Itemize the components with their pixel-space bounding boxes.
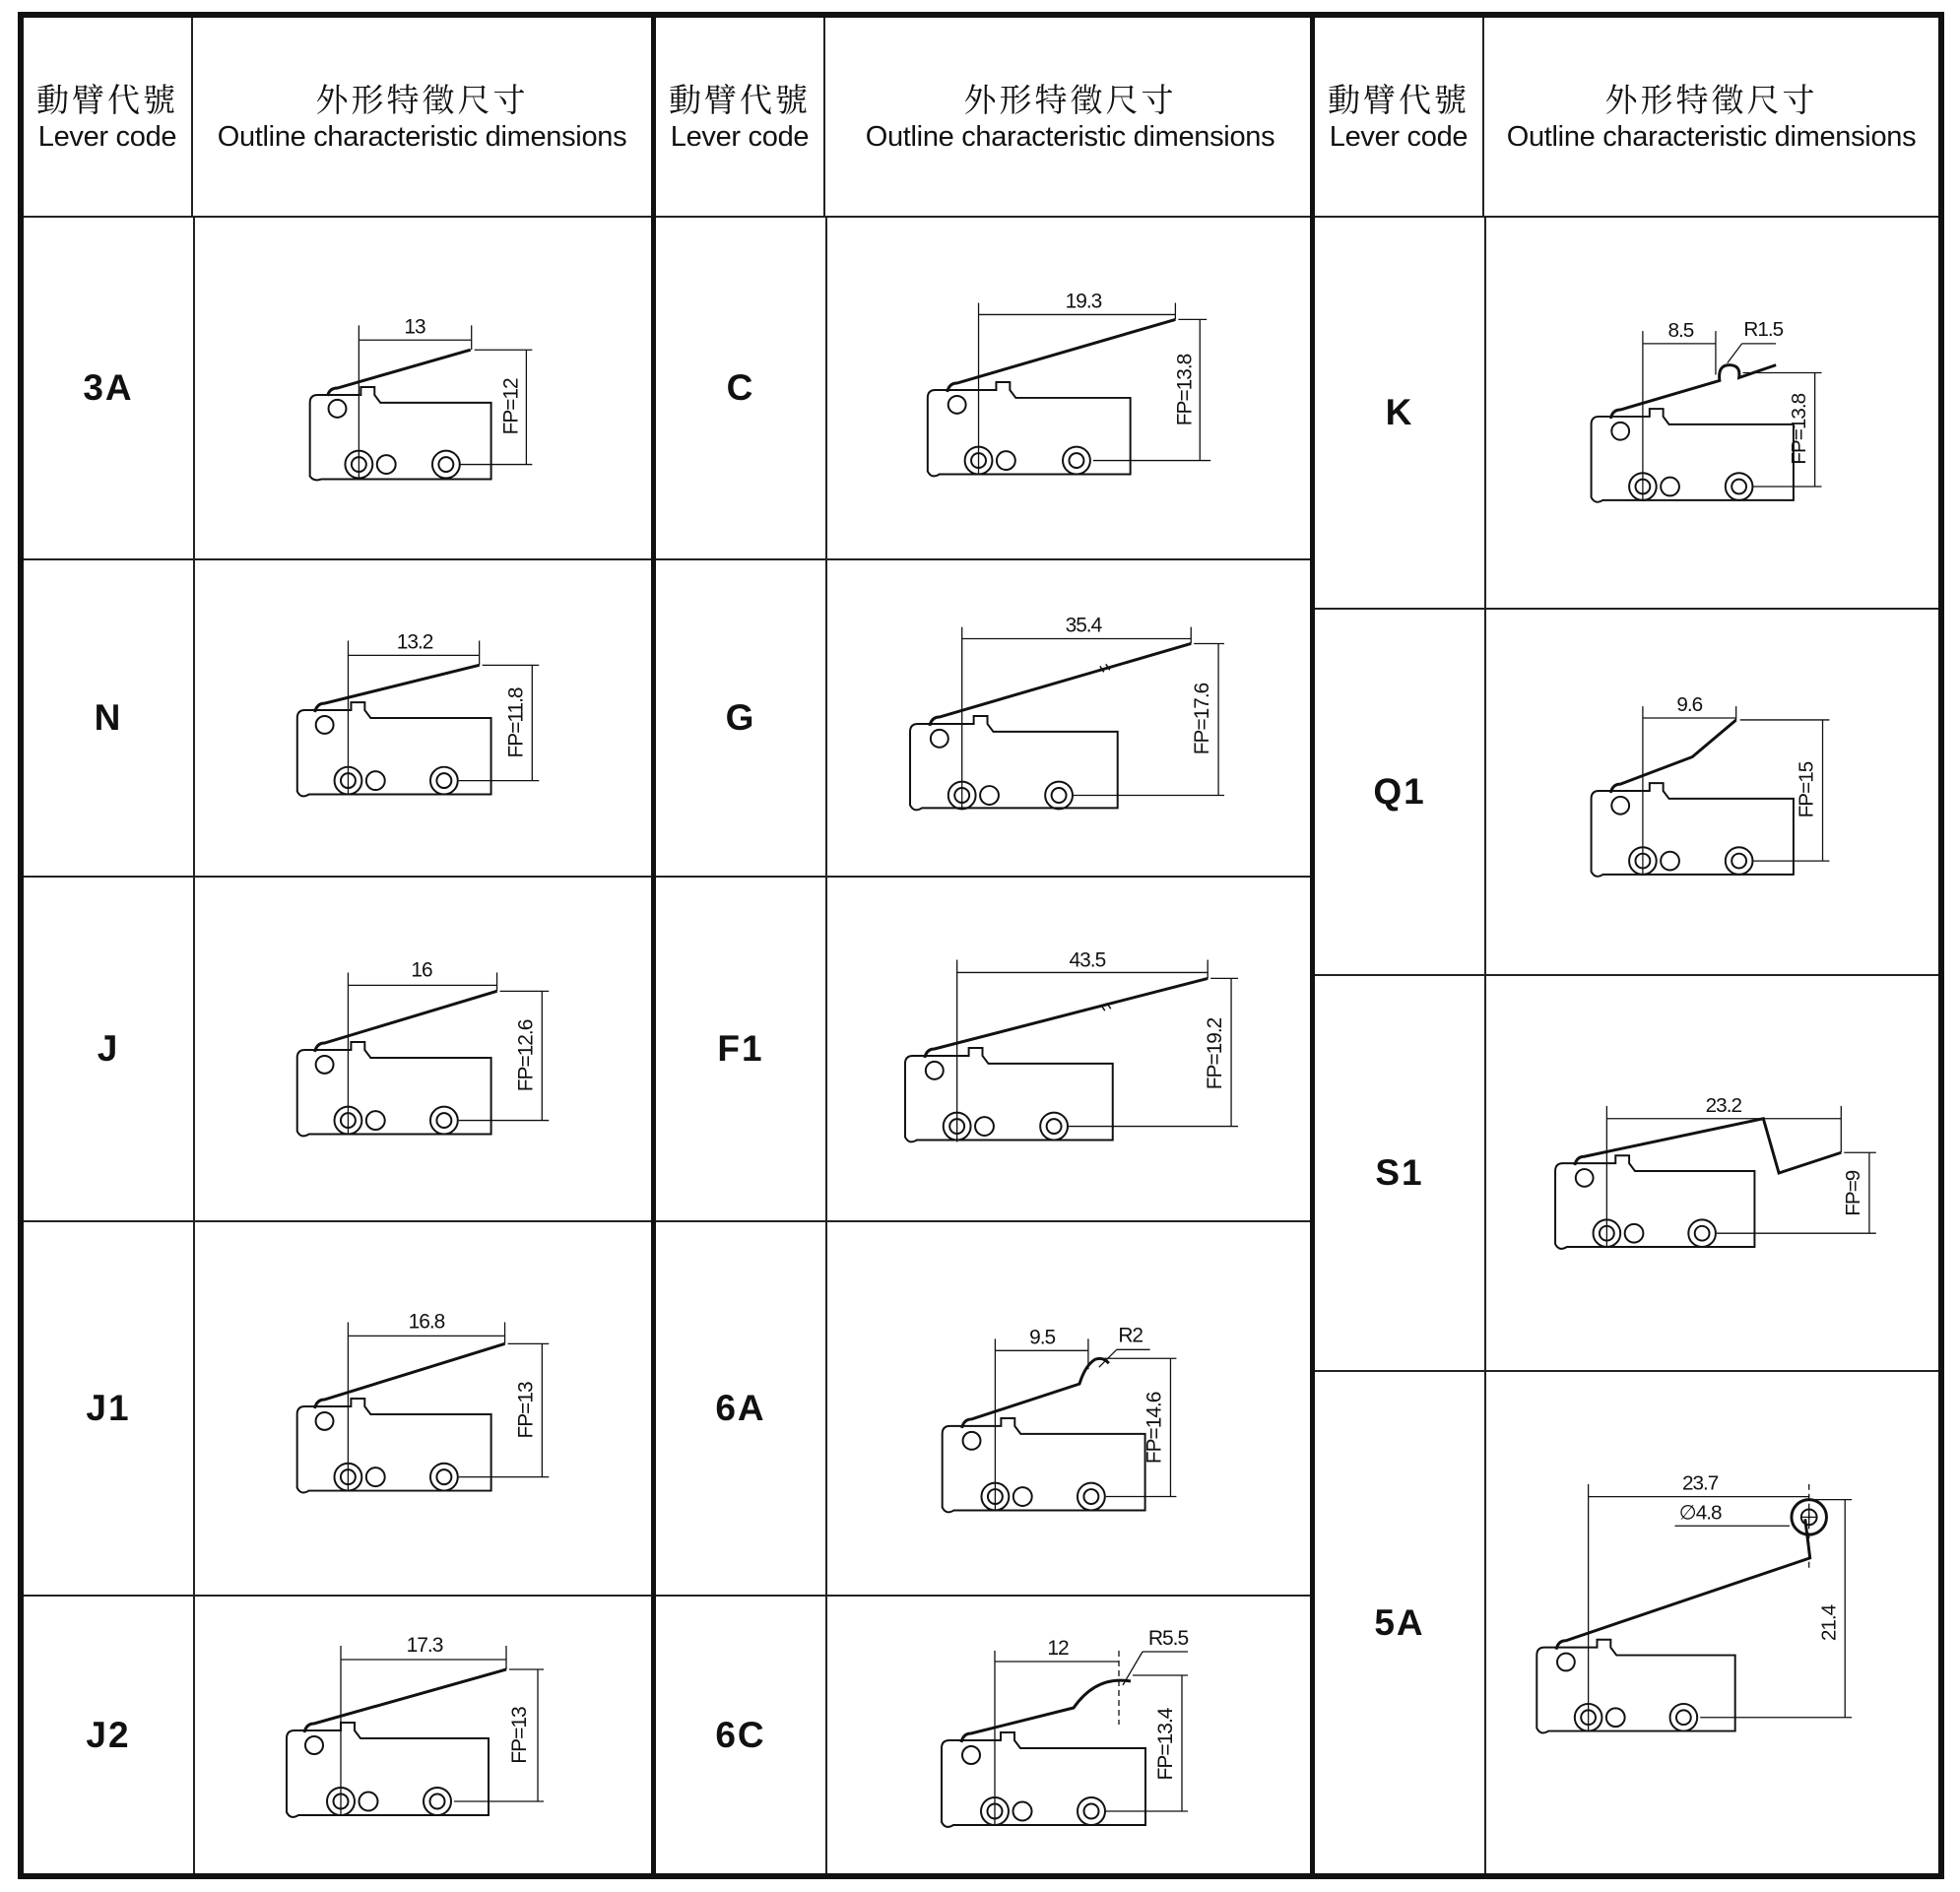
switch-body	[1592, 783, 1794, 877]
switch-body	[297, 1399, 491, 1492]
diameter-label: ∅4.8	[1678, 1501, 1722, 1525]
lever-arm	[315, 1343, 505, 1408]
fp-label: FP=19.2	[1204, 1017, 1227, 1090]
lever-length-label: 13	[404, 315, 425, 339]
lever-row-3A	[24, 218, 651, 560]
switch-body	[287, 1723, 489, 1817]
lever-row-K	[1315, 218, 1938, 610]
switch-body	[928, 382, 1131, 476]
lever-row-G	[656, 560, 1315, 878]
lever-drawing	[193, 1222, 651, 1595]
lever-row-6A	[656, 1222, 1315, 1597]
fp-label: FP=12	[499, 378, 523, 435]
lever-drawing	[1484, 610, 1938, 974]
stroke-height-label: 21.4	[1817, 1604, 1841, 1642]
lever-code: S1	[1315, 976, 1486, 1370]
table-block-1	[24, 18, 651, 1873]
lever-row-Q1	[1315, 610, 1938, 976]
lever-row-6C	[656, 1597, 1315, 1873]
lever-arm	[962, 1358, 1109, 1428]
lever-length-label: 43.5	[1069, 948, 1106, 972]
lever-length-label: 9.6	[1676, 693, 1703, 717]
lever-drawing	[1484, 218, 1938, 608]
lever-code: J	[24, 878, 195, 1220]
dimension-lines	[962, 627, 1224, 811]
lever-arm	[304, 1669, 506, 1732]
lever-row-N	[24, 560, 651, 878]
dimension-lines	[1606, 1106, 1875, 1248]
lever-drawing	[1484, 976, 1938, 1370]
radius-label: R2	[1118, 1324, 1143, 1347]
lever-length-label: 16	[411, 958, 432, 982]
lever-code: 3A	[24, 218, 195, 558]
dimension-lines	[957, 960, 1238, 1142]
lever-arm	[930, 643, 1191, 725]
radius-label: R1.5	[1743, 318, 1784, 342]
fp-label: FP=13.4	[1154, 1708, 1177, 1781]
lever-row-J	[24, 878, 651, 1222]
lever-drawing	[825, 1597, 1315, 1873]
lever-row-J2	[24, 1597, 651, 1873]
lever-row-5A	[1315, 1372, 1938, 1873]
switch-body	[1555, 1155, 1754, 1249]
lever-length-label: 9.5	[1029, 1326, 1056, 1349]
lever-arm	[1556, 1519, 1810, 1649]
switch-body	[297, 702, 491, 796]
lever-length-label: 23.2	[1705, 1093, 1742, 1117]
lever-arm	[328, 350, 471, 396]
lever-length-label: 12	[1047, 1637, 1069, 1660]
table-block-3	[1310, 18, 1938, 1873]
lever-code: 5A	[1315, 1372, 1486, 1873]
lever-code: N	[24, 560, 195, 876]
switch-body	[1536, 1640, 1734, 1733]
lever-drawing	[193, 560, 651, 876]
lever-length-label: 8.5	[1667, 319, 1694, 343]
lever-arm	[315, 665, 480, 712]
header-outline-dimensions: 外形特徵尺寸 Outline characteristic dimensions	[825, 18, 1315, 218]
lever-length-label: 16.8	[408, 1310, 445, 1334]
header-outline-dimensions: 外形特徵尺寸 Outline characteristic dimensions	[1484, 18, 1938, 218]
lever-drawing	[1484, 1372, 1938, 1873]
radius-label: R5.5	[1147, 1627, 1189, 1650]
switch-body	[905, 1048, 1113, 1142]
lever-drawing	[193, 878, 651, 1220]
lever-row-F1	[656, 878, 1315, 1222]
switch-body	[310, 387, 491, 480]
lever-drawing	[193, 218, 651, 558]
lever-code: F1	[656, 878, 827, 1220]
lever-drawing	[825, 1222, 1315, 1595]
fp-label: FP=13	[508, 1707, 531, 1764]
lever-code: J2	[24, 1597, 195, 1873]
lever-length-label: 13.2	[396, 630, 433, 654]
fp-label: FP=14.6	[1143, 1392, 1166, 1465]
lever-code: C	[656, 218, 827, 558]
header-outline-dimensions: 外形特徵尺寸 Outline characteristic dimensions	[193, 18, 651, 218]
lever-length-label: 23.7	[1681, 1471, 1719, 1495]
table-block-2	[651, 18, 1315, 1873]
lever-code: K	[1315, 218, 1486, 608]
lever-drawing	[825, 218, 1315, 558]
lever-row-J1	[24, 1222, 651, 1597]
lever-code-table	[18, 12, 1944, 1879]
switch-body	[297, 1042, 491, 1136]
fp-label: FP=17.6	[1191, 683, 1214, 755]
lever-arm	[947, 319, 1176, 392]
switch-body	[942, 1732, 1145, 1827]
lever-arm	[925, 978, 1208, 1058]
header-lever-code: 動臂代號 Lever code	[24, 18, 193, 218]
header-lever-code: 動臂代號 Lever code	[1315, 18, 1484, 218]
lever-code: J1	[24, 1222, 195, 1595]
lever-arm	[315, 991, 497, 1052]
lever-arm	[1610, 720, 1735, 793]
lever-drawing	[825, 560, 1315, 876]
fp-label: FP=12.6	[514, 1019, 538, 1092]
switch-body	[1592, 409, 1794, 502]
lever-arm	[1575, 1119, 1841, 1173]
lever-length-label: 35.4	[1065, 614, 1102, 637]
fp-label: FP=11.8	[504, 687, 528, 758]
lever-drawing	[825, 878, 1315, 1220]
lever-length-label: 17.3	[406, 1634, 443, 1657]
lever-code: 6C	[656, 1597, 827, 1873]
fp-label: FP=9	[1842, 1170, 1865, 1216]
lever-code: 6A	[656, 1222, 827, 1595]
fp-label: FP=15	[1795, 761, 1818, 818]
fp-label: FP=13.8	[1787, 393, 1810, 465]
fp-label: FP=13	[514, 1382, 538, 1439]
lever-drawing	[193, 1597, 651, 1873]
lever-arm	[961, 1680, 1131, 1742]
switch-body	[943, 1418, 1145, 1512]
lever-length-label: 19.3	[1065, 290, 1102, 313]
lever-row-C	[656, 218, 1315, 560]
header-lever-code: 動臂代號 Lever code	[656, 18, 825, 218]
lever-code: G	[656, 560, 827, 876]
lever-row-S1	[1315, 976, 1938, 1372]
lever-code: Q1	[1315, 610, 1486, 974]
fp-label: FP=13.8	[1173, 354, 1197, 426]
